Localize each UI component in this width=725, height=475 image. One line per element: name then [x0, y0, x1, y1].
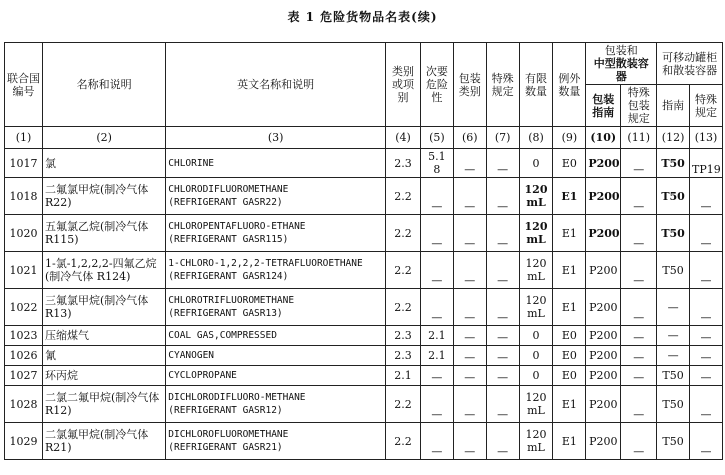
cell-sub-risk: — [420, 423, 453, 460]
cell-packing-group: — [453, 215, 486, 252]
cell-sub-risk: — [420, 252, 453, 289]
cell-packing-instruction: P200 [586, 252, 621, 289]
cell-class: 2.2 [386, 289, 421, 326]
cell-special-packing: — [621, 423, 657, 460]
column-number: (3) [166, 127, 386, 149]
cell-tank-special: — [690, 326, 723, 346]
cell-class: 2.1 [386, 366, 421, 386]
cell-special-provisions: — [486, 423, 519, 460]
header-un-no: 联合国编号 [5, 43, 43, 127]
cell-packing-group: — [453, 386, 486, 423]
cell-tank-special: — [690, 215, 723, 252]
cell-tank-special: — [690, 366, 723, 386]
cell-packing-group: — [453, 326, 486, 346]
cell-limited-quantity: 120 mL [519, 386, 553, 423]
cell-limited-quantity: 0 [519, 366, 553, 386]
cell-special-provisions: — [486, 366, 519, 386]
column-number: (7) [486, 127, 519, 149]
column-number: (8) [519, 127, 553, 149]
cell-sub-risk: 5.1 8 [420, 149, 453, 178]
cell-name-en: DICHLOROFLUOROMETHANE (REFRIGERANT GASR21) [166, 423, 386, 460]
cell-packing-instruction: P200 [586, 366, 621, 386]
column-number: (1) [5, 127, 43, 149]
cell-packing-group: — [453, 252, 486, 289]
header-tank-special: 特殊规定 [690, 85, 723, 127]
cell-special-packing: — [621, 326, 657, 346]
table-row [5, 178, 723, 215]
header-excepted-quantity: 例外数量 [553, 43, 586, 127]
cell-un-number: 1029 [5, 423, 43, 460]
cell-special-provisions: — [486, 178, 519, 215]
cell-tank-special: — [690, 289, 723, 326]
cell-class: 2.2 [386, 423, 421, 460]
cell-special-packing: — [621, 366, 657, 386]
cell-sub-risk: — [420, 289, 453, 326]
cell-name-cn: 二氯二氟甲烷(制冷气体 R12) [43, 386, 166, 423]
cell-class: 2.3 [386, 149, 421, 178]
table-row [5, 149, 723, 178]
header-special-packing: 特殊包装规定 [621, 85, 657, 127]
column-number: (5) [420, 127, 453, 149]
cell-un-number: 1017 [5, 149, 43, 178]
table-row [5, 289, 723, 326]
cell-sub-risk: — [420, 178, 453, 215]
header-packaging-ibc-line2: 中型散装容器 [593, 57, 649, 83]
column-number: (11) [621, 127, 657, 149]
cell-tank-instruction: — [657, 326, 690, 346]
header-packing-instruction: 包装指南 [586, 85, 621, 127]
cell-name-cn: 氰 [43, 346, 166, 366]
cell-un-number: 1026 [5, 346, 43, 366]
cell-class: 2.3 [386, 346, 421, 366]
column-number: (12) [657, 127, 690, 149]
table-title: 表 1 危险货物品名表(续) [287, 10, 438, 24]
cell-class: 2.2 [386, 178, 421, 215]
cell-class: 2.2 [386, 252, 421, 289]
cell-tank-special: — [690, 252, 723, 289]
cell-un-number: 1018 [5, 178, 43, 215]
cell-packing-instruction: P200 [586, 346, 621, 366]
cell-packing-instruction: P200 [586, 423, 621, 460]
cell-limited-quantity: 120 mL [519, 215, 553, 252]
cell-packing-instruction: P200 [586, 215, 621, 252]
table-row [5, 423, 723, 460]
cell-special-provisions: — [486, 386, 519, 423]
table-row [5, 366, 723, 386]
cell-tank-instruction: — [657, 289, 690, 326]
cell-tank-instruction: T50 [657, 423, 690, 460]
table-row [5, 215, 723, 252]
cell-un-number: 1021 [5, 252, 43, 289]
cell-excepted-quantity: E1 [553, 289, 586, 326]
cell-packing-instruction: P200 [586, 289, 621, 326]
header-name-en: 英文名称和说明 [166, 43, 386, 127]
cell-special-packing: — [621, 252, 657, 289]
cell-tank-special: — [690, 386, 723, 423]
cell-special-provisions: — [486, 149, 519, 178]
cell-name-cn: 二氟氯甲烷(制冷气体 R22) [43, 178, 166, 215]
cell-sub-risk: — [420, 386, 453, 423]
column-number: (10) [586, 127, 621, 149]
cell-excepted-quantity: E0 [553, 326, 586, 346]
header-limited-quantity: 有限数量 [519, 43, 553, 127]
cell-special-packing: — [621, 386, 657, 423]
cell-special-packing: — [621, 178, 657, 215]
cell-name-en: CYANOGEN [166, 346, 386, 366]
header-name-cn: 名称和说明 [43, 43, 166, 127]
cell-special-packing: — [621, 149, 657, 178]
cell-special-packing: — [621, 289, 657, 326]
cell-name-cn: 三氟氯甲烷(制冷气体 R13) [43, 289, 166, 326]
cell-limited-quantity: 0 [519, 346, 553, 366]
cell-un-number: 1020 [5, 215, 43, 252]
cell-sub-risk: 2.1 [420, 326, 453, 346]
cell-class: 2.2 [386, 386, 421, 423]
cell-special-provisions: — [486, 289, 519, 326]
table-row [5, 346, 723, 366]
cell-name-en: CHLOROPENTAFLUORO-ETHANE (REFRIGERANT GASR115) [166, 215, 386, 252]
cell-un-number: 1022 [5, 289, 43, 326]
column-number: (9) [553, 127, 586, 149]
cell-name-en: CYCLOPROPANE [166, 366, 386, 386]
column-number: (2) [43, 127, 166, 149]
cell-name-cn: 压缩煤气 [43, 326, 166, 346]
cell-tank-instruction: T50 [657, 178, 690, 215]
cell-limited-quantity: 120 mL [519, 252, 553, 289]
cell-special-provisions: — [486, 215, 519, 252]
column-number: (13) [690, 127, 723, 149]
header-packaging-ibc-group [586, 43, 657, 85]
cell-packing-instruction: P200 [586, 386, 621, 423]
dangerous-goods-table [4, 42, 723, 460]
cell-name-cn: 1-氯-1,2,2,2-四氟乙烷(制冷气体 R124) [43, 252, 166, 289]
cell-limited-quantity: 120 mL [519, 289, 553, 326]
cell-packing-group: — [453, 149, 486, 178]
cell-limited-quantity: 0 [519, 326, 553, 346]
cell-packing-group: — [453, 178, 486, 215]
cell-excepted-quantity: E1 [553, 386, 586, 423]
cell-excepted-quantity: E0 [553, 346, 586, 366]
cell-packing-group: — [453, 346, 486, 366]
cell-excepted-quantity: E0 [553, 366, 586, 386]
column-number-row [5, 127, 723, 149]
cell-sub-risk: 2.1 [420, 346, 453, 366]
header-tank-instruction: 指南 [657, 85, 690, 127]
cell-name-en: CHLORINE [166, 149, 386, 178]
cell-un-number: 1023 [5, 326, 43, 346]
column-number: (6) [453, 127, 486, 149]
cell-packing-instruction: P200 [586, 178, 621, 215]
cell-name-cn: 环丙烷 [43, 366, 166, 386]
cell-tank-instruction: — [657, 346, 690, 366]
cell-class: 2.2 [386, 215, 421, 252]
cell-name-en: 1-CHLORO-1,2,2,2-TETRAFLUOROETHANE (REFRIGERANT GASR124) [166, 252, 386, 289]
cell-tank-special: — [690, 178, 723, 215]
header-sub-risk: 次要危险性 [420, 43, 453, 127]
cell-special-packing: — [621, 346, 657, 366]
cell-packing-group: — [453, 289, 486, 326]
table-body [5, 149, 723, 460]
cell-tank-instruction: T50 [657, 252, 690, 289]
cell-special-provisions: — [486, 252, 519, 289]
cell-limited-quantity: 120 mL [519, 423, 553, 460]
cell-tank-special: TP19 [690, 149, 723, 178]
cell-tank-instruction: T50 [657, 366, 690, 386]
cell-limited-quantity: 120 mL [519, 178, 553, 215]
cell-name-en: CHLOROTRIFLUOROMETHANE (REFRIGERANT GASR13) [166, 289, 386, 326]
cell-tank-instruction: T50 [657, 149, 690, 178]
cell-special-provisions: — [486, 326, 519, 346]
cell-special-packing: — [621, 215, 657, 252]
cell-excepted-quantity: E1 [553, 178, 586, 215]
cell-name-en: DICHLORODIFLUORO-METHANE (REFRIGERANT GASR12) [166, 386, 386, 423]
cell-excepted-quantity: E1 [553, 252, 586, 289]
cell-excepted-quantity: E1 [553, 423, 586, 460]
header-special-provisions: 特殊规定 [486, 43, 519, 127]
column-number: (4) [386, 127, 421, 149]
table-row [5, 252, 723, 289]
cell-special-provisions: — [486, 346, 519, 366]
cell-packing-instruction: P200 [586, 149, 621, 178]
header-packing-group: 包装类别 [453, 43, 486, 127]
cell-excepted-quantity: E1 [553, 215, 586, 252]
cell-packing-group: — [453, 366, 486, 386]
cell-name-en: COAL GAS,COMPRESSED [166, 326, 386, 346]
header-class: 类别或项别 [386, 43, 421, 127]
cell-name-cn: 五氟氯乙烷(制冷气体 R115) [43, 215, 166, 252]
cell-name-cn: 氯 [43, 149, 166, 178]
cell-un-number: 1028 [5, 386, 43, 423]
cell-excepted-quantity: E0 [553, 149, 586, 178]
cell-packing-group: — [453, 423, 486, 460]
table-row [5, 386, 723, 423]
cell-tank-special: — [690, 423, 723, 460]
cell-tank-special: — [690, 346, 723, 366]
cell-name-cn: 二氯氟甲烷(制冷气体 R21) [43, 423, 166, 460]
cell-un-number: 1027 [5, 366, 43, 386]
cell-name-en: CHLORODIFLUOROMETHANE (REFRIGERANT GASR22) [166, 178, 386, 215]
table-row [5, 326, 723, 346]
cell-limited-quantity: 0 [519, 149, 553, 178]
cell-packing-instruction: P200 [586, 326, 621, 346]
header-tank-group: 可移动罐柜和散装容器 [657, 43, 723, 85]
cell-tank-instruction: T50 [657, 215, 690, 252]
header-packaging-ibc-line1: 包装和 [604, 44, 638, 57]
cell-tank-instruction: T50 [657, 386, 690, 423]
cell-sub-risk: — [420, 215, 453, 252]
cell-class: 2.3 [386, 326, 421, 346]
cell-sub-risk: — [420, 366, 453, 386]
